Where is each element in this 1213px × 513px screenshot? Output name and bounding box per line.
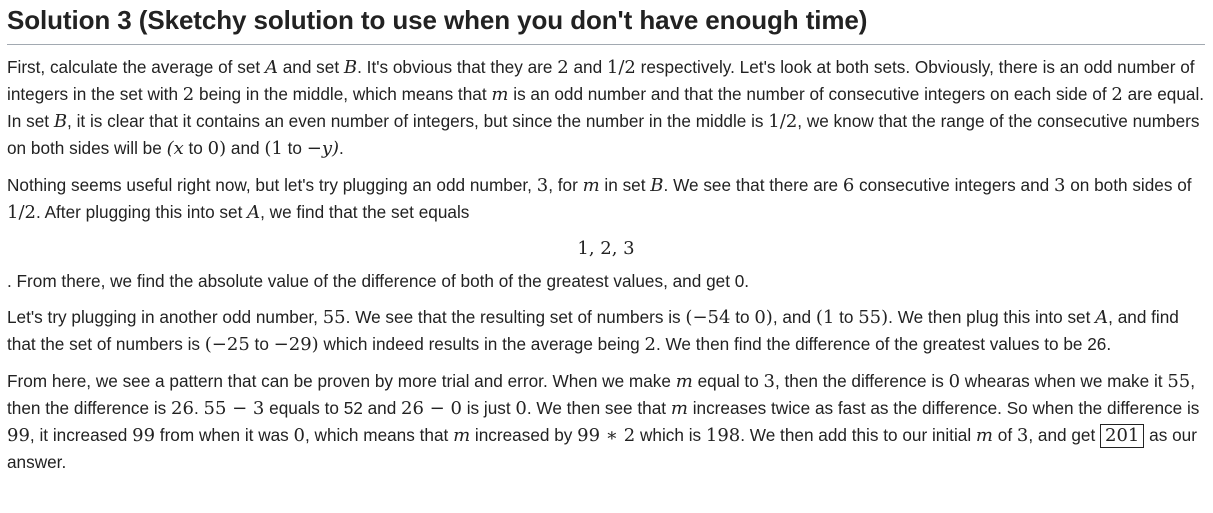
math-expr: 99 ∗ 2 <box>577 425 636 446</box>
text: , and find that the set of numbers is <box>7 307 1179 354</box>
math-var: m <box>675 371 693 392</box>
math-number: 55 <box>322 307 346 328</box>
math-number: 1/2 <box>7 202 36 223</box>
paragraph-2 <box>7 172 1205 226</box>
text: and <box>226 138 265 158</box>
math-number: 0 <box>293 425 305 446</box>
text: . We see that there are <box>663 175 843 195</box>
text: are equal. In set <box>7 84 1205 131</box>
text: . We then plug this into set <box>888 307 1096 327</box>
math-number: 26 <box>171 398 194 419</box>
math-var: m <box>453 425 471 446</box>
math-expr: (−54 <box>685 307 731 328</box>
text: equal to <box>692 371 764 391</box>
math-var: m <box>582 175 600 196</box>
paragraph-5 <box>7 368 1205 475</box>
text: as our answer. <box>7 425 1197 472</box>
text: in set <box>599 175 651 195</box>
math-var: A <box>1095 307 1109 328</box>
text: First, calculate the average of set <box>7 57 265 77</box>
text: and <box>568 57 607 77</box>
section-heading: Solution 3 (Sketchy solution to use when you don't have enough time) <box>7 2 1205 45</box>
math-expr: −y) <box>306 138 340 159</box>
math-number: 3 <box>1053 175 1066 196</box>
text: , and <box>772 307 816 327</box>
text: respectively. Let's look at both sets. Obviously, there is an odd number of integers in the set with <box>7 57 1195 104</box>
text: Nothing seems useful right now, but let's try plugging an odd number, <box>7 175 537 195</box>
math-expr: 0) <box>754 307 773 328</box>
text: . We see that the resulting set of numbers is <box>345 307 686 327</box>
text: . <box>193 398 204 418</box>
math-number: 198 <box>705 425 741 446</box>
text: , which means that <box>304 425 454 445</box>
math-number: 1/2 <box>606 57 636 78</box>
math-number: 3 <box>1016 425 1029 446</box>
math-expr: (x <box>166 138 184 159</box>
text: , it is clear that it contains an even number of integers, but since the number in the middle is <box>67 111 769 131</box>
math-number: 2 <box>182 84 195 105</box>
math-expr: 55 − 3 <box>203 398 265 419</box>
math-number: 0 <box>948 371 961 392</box>
math-number: 2 <box>557 57 569 78</box>
math-var: B <box>343 57 358 78</box>
text: from when it was <box>155 425 294 445</box>
paragraph-1 <box>7 54 1205 162</box>
math-expr: (−25 <box>204 334 250 355</box>
text: to <box>730 307 755 327</box>
text: , it increased <box>29 425 133 445</box>
math-var: A <box>264 57 278 78</box>
math-expr: (1 <box>264 138 283 159</box>
math-number: 99 <box>7 425 30 446</box>
text: consecutive integers and <box>854 175 1054 195</box>
text: to <box>834 307 859 327</box>
boxed-answer: 201 <box>1100 424 1144 448</box>
math-expr: 55) <box>858 307 889 328</box>
text: . We then find the difference of the greatest values to be 26. <box>655 334 1112 354</box>
text: equals to 52 and <box>264 398 402 418</box>
text: . After plugging this into set <box>35 202 248 222</box>
math-number: 55 <box>1167 371 1191 392</box>
math-var: m <box>975 425 993 446</box>
math-number: 2 <box>1111 84 1123 105</box>
math-expr: −29) <box>273 334 319 355</box>
text: and set <box>277 57 344 77</box>
paragraph-3: . From there, we find the absolute value of the difference of both of the greatest values, and get 0. <box>7 271 750 291</box>
math-var: B <box>53 111 68 132</box>
math-number: 6 <box>842 175 855 196</box>
text: From here, we see a pattern that can be proven by more trial and error. When we make <box>7 371 676 391</box>
text: to <box>249 334 274 354</box>
text: which indeed results in the average being <box>318 334 645 354</box>
math-expr: 0) <box>207 138 227 159</box>
math-expr: (1 <box>815 307 835 328</box>
text: increased by <box>470 425 578 445</box>
text: which is <box>635 425 706 445</box>
math-var: m <box>670 398 688 419</box>
text: to <box>183 138 208 158</box>
text: , we find that the set equals <box>260 202 470 222</box>
math-number: 3 <box>763 371 775 392</box>
text: , then the difference is <box>7 371 1196 418</box>
math-number: 2 <box>644 334 656 355</box>
text: on both sides of <box>1065 175 1192 195</box>
math-number: 0 <box>515 398 527 419</box>
text: being in the middle, which means that <box>194 84 492 104</box>
text: . We then add this to our initial <box>740 425 976 445</box>
text: . It's obvious that they are <box>357 57 558 77</box>
text: , then the difference is <box>774 371 949 391</box>
math-number: 3 <box>536 175 549 196</box>
text: . We then see that <box>526 398 671 418</box>
text: whearas when we make it <box>960 371 1168 391</box>
math-var: m <box>491 84 509 105</box>
text: is just <box>461 398 516 418</box>
math-number: 99 <box>132 425 156 446</box>
text: is an odd number and that the number of consecutive integers on each side of <box>508 84 1112 104</box>
text: to <box>282 138 307 158</box>
text: Let's try plugging in another odd number, <box>7 307 323 327</box>
text: of <box>993 425 1017 445</box>
math-var: A <box>247 202 261 223</box>
text: increases twice as fast as the difference. So when the difference is <box>687 398 1200 418</box>
paragraph-4 <box>7 304 1205 358</box>
text: , we know that the range of the consecutive numbers on both sides will be <box>7 111 1200 158</box>
math-number: 1/2 <box>768 111 798 132</box>
text: . <box>339 138 344 158</box>
math-var: B <box>650 175 664 196</box>
math-expr: 26 − 0 <box>401 398 462 419</box>
text: , for <box>548 175 583 195</box>
text: , and get <box>1028 425 1101 445</box>
display-math-set: 1, 2, 3 <box>577 238 635 259</box>
